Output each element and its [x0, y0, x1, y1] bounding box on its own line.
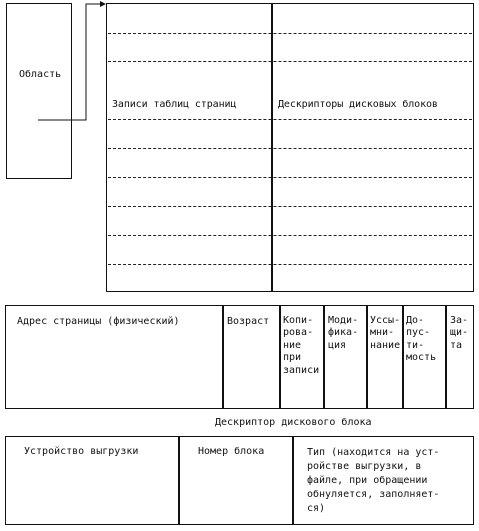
type-field: Тип (находится на уст- ройстве выгрузки, в файле, при обращении обнуляется, заполняет- ся) [307, 447, 440, 514]
age-field: Возраст [227, 316, 270, 327]
table-row-divider [108, 119, 472, 120]
modified-field: Моди- фика- ция [328, 315, 359, 351]
valid-field: До- пус- ти- мость [406, 315, 437, 364]
region-label: Область [19, 69, 62, 80]
disk-block-descriptors-label: Дескрипторы дисковых блоков [278, 99, 438, 110]
copy-on-write-field: Копи- рова- ние при записи [283, 315, 320, 376]
block-number-field: Номер блока [198, 446, 265, 457]
page-descriptor-divider [445, 306, 447, 408]
page-address-field: Адрес страницы (физический) [17, 316, 180, 327]
page-descriptor-divider [402, 306, 404, 408]
reference-field: Уссы- мни- нание [370, 315, 401, 351]
table-row-divider [108, 235, 472, 236]
table-row-divider [108, 61, 472, 62]
table-row-divider [108, 148, 472, 149]
table-row-divider [108, 264, 472, 265]
disk-block-divider [292, 437, 294, 524]
disk-block-descriptor-caption: Дескриптор дискового блока [215, 417, 372, 428]
swap-device-field: Устройство выгрузки [24, 446, 139, 457]
page-descriptor-divider [279, 306, 281, 408]
table-row-divider [108, 177, 472, 178]
page-descriptor-divider [222, 306, 224, 408]
page-descriptor-divider [366, 306, 368, 408]
table-row-divider [108, 33, 472, 34]
page-descriptor-divider [323, 306, 325, 408]
protection-field: За- щи- та [450, 315, 469, 351]
table-row-divider [108, 206, 472, 207]
disk-block-divider [178, 437, 180, 524]
page-table-entries-label: Записи таблиц страниц [112, 99, 237, 110]
